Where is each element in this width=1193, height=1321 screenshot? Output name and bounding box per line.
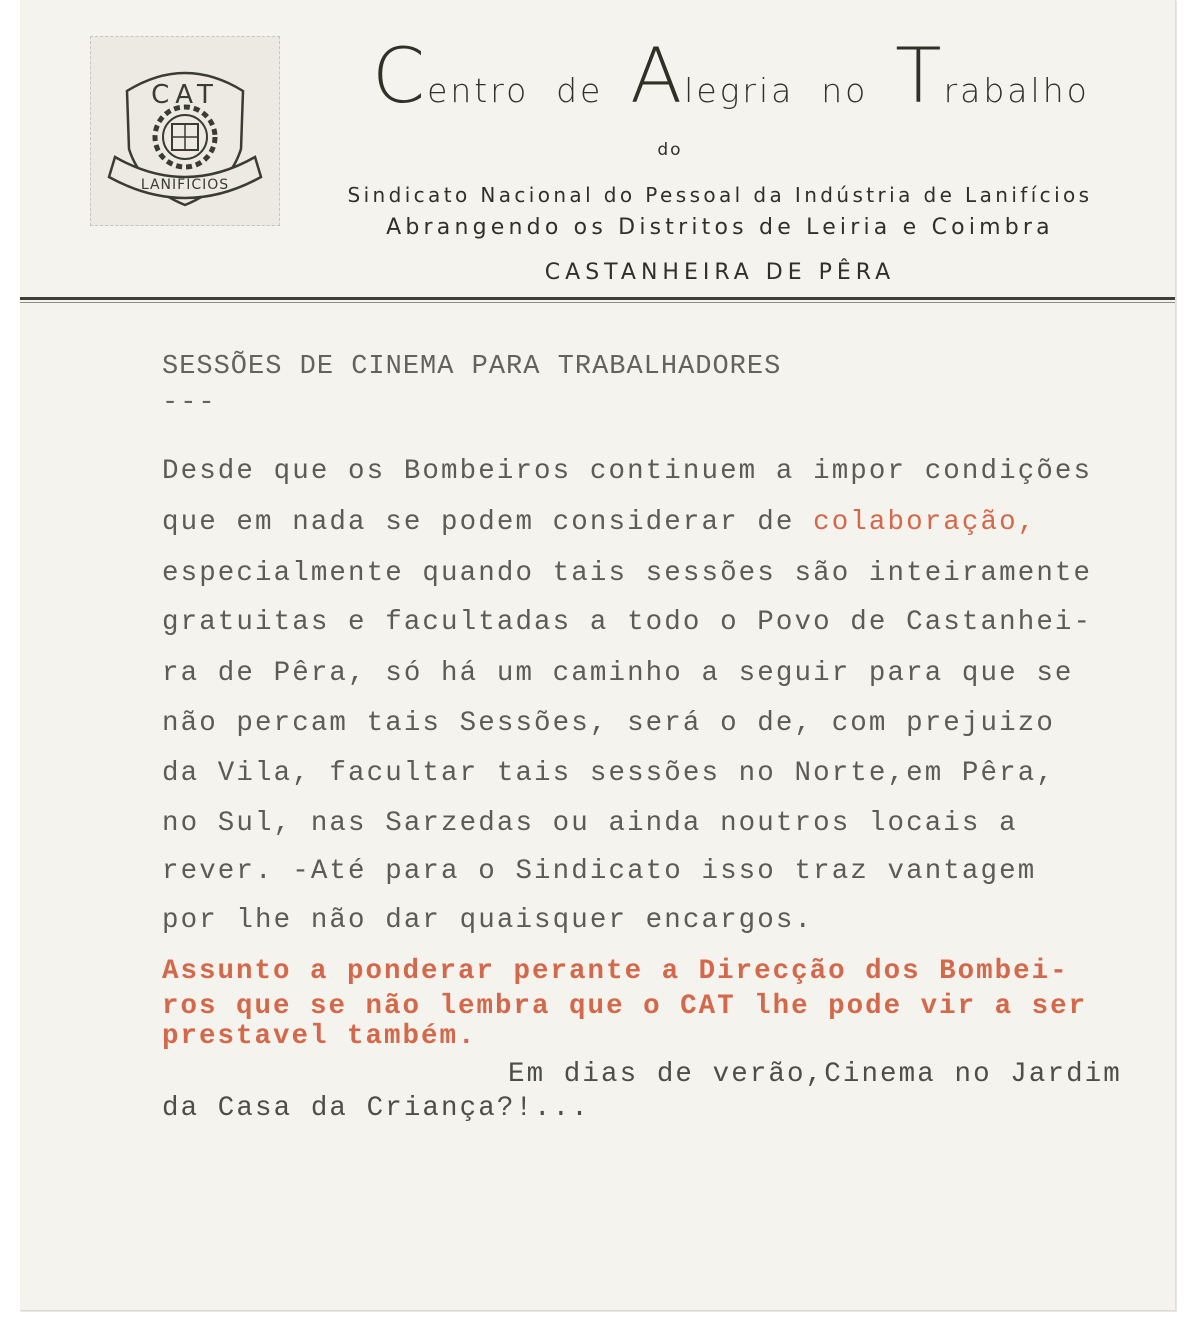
title-word-5: rabalho [943, 71, 1090, 110]
logo-stamp [90, 36, 280, 226]
paragraph-line: Desde que os Bombeiros continuem a impor condições [162, 456, 1093, 487]
paragraph-line: rever. -Até para o Sindicato isso traz vantagem [162, 856, 1037, 887]
red-note-line: Assunto a ponderar perante a Direcção dos Bombei- [162, 956, 1069, 987]
paragraph-line: ra de Pêra, só há um caminho a seguir para que se [162, 658, 1074, 689]
paragraph-line: não percam tais Sessões, será o de, com prejuizo [162, 708, 1055, 739]
paragraph-line: por lhe não dar quaisquer encargos. [162, 905, 814, 936]
red-note-line: ros que se não lembra que o CAT lhe pode vir a ser [162, 991, 1088, 1022]
memo-heading: SESSÕES DE CINEMA PARA TRABALHADORES [162, 352, 782, 382]
cat-emblem-icon [91, 37, 279, 225]
title-word-1: entro [427, 71, 530, 110]
title-word-3: legria [684, 71, 795, 110]
highlighted-word: colaboração, [813, 507, 1037, 538]
letterhead-city: CASTANHEIRA DE PÊRA [544, 260, 896, 285]
letterhead-subtitle-2: Abrangendo os Distritos de Leiria e Coimbra [386, 215, 1054, 240]
title-word-2: de [556, 71, 604, 110]
paragraph-line: da Vila, facultar tais sessões no Norte,em Pêra, [162, 758, 1055, 789]
letter-sheet [20, 0, 1176, 1311]
title-cap-t: T [895, 31, 944, 120]
logo-initials: CAT [151, 80, 219, 110]
header-rule [20, 297, 1175, 300]
memo-heading-underline: --- [162, 388, 217, 418]
closing-line: Em dias de verão,Cinema no Jardim [508, 1059, 1122, 1090]
title-cap-c: C [372, 31, 428, 120]
red-note-line: prestavel também. [162, 1021, 477, 1052]
letterhead-subtitle-1: Sindicato Nacional do Pessoal da Indústria de Lanifícios [347, 183, 1093, 207]
paragraph-line: especialmente quando tais sessões são inteiramente [162, 558, 1093, 589]
paragraph-line [162, 507, 1036, 538]
letterhead-connector: do [657, 140, 683, 160]
header-rule-thin [20, 302, 1175, 303]
title-word-4: no [821, 71, 869, 110]
title-cap-a: A [630, 31, 685, 120]
closing-line: da Casa da Criança?!... [162, 1093, 590, 1124]
paragraph-line: gratuitas e facultadas a todo o Povo de Castanhei- [162, 607, 1093, 638]
paragraph-line-text: que em nada se podem considerar de [162, 507, 814, 538]
logo-ribbon-text: LANIFICIOS [140, 177, 230, 193]
letterhead-title [372, 31, 1090, 120]
paragraph-line: no Sul, nas Sarzedas ou ainda noutros locais a [162, 808, 1018, 839]
